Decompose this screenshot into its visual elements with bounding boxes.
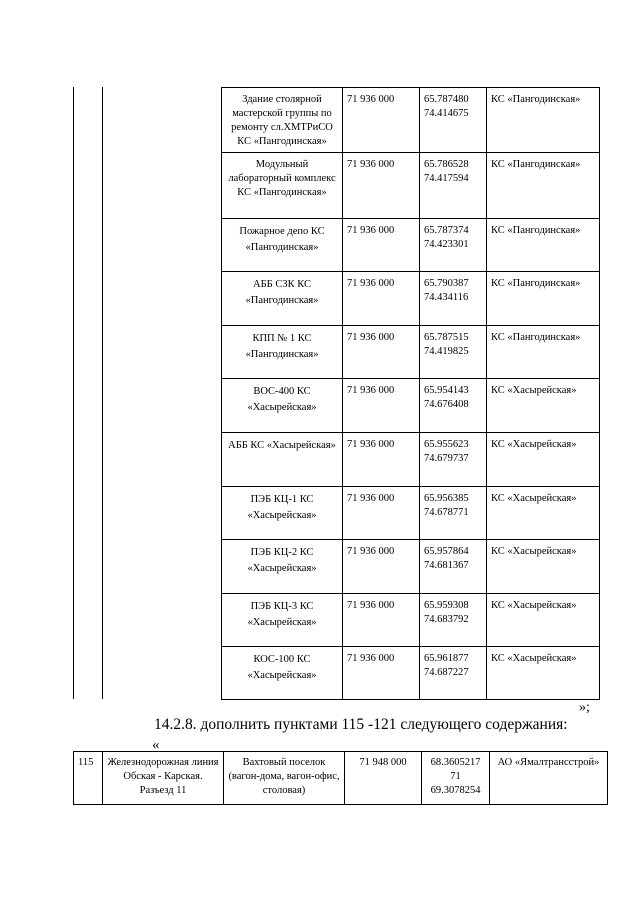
table-row [222,647,600,700]
organization: КС «Пангодинская» [487,219,600,272]
latitude: 65.961877 [424,653,469,664]
latitude: 65.954143 [424,385,469,396]
object-name: Железнодорожная линия Обская - Карская. Разъезд 11 [103,752,224,805]
oktmo-code: 71 936 000 [343,153,420,219]
latitude: 65.786528 [424,159,469,170]
oktmo-code: 71 936 000 [343,647,420,700]
amendment-paragraph: 14.2.8. дополнить пунктами 115 -121 следующего содержания: [154,716,568,733]
latitude: 65.787515 [424,332,469,343]
oktmo-code: 71 936 000 [343,272,420,326]
longitude: 74.419825 [424,346,469,357]
longitude: 74.434116 [424,292,469,303]
object-type: Вахтовый поселок (вагон-дома, вагон-офис, столовая) [224,752,345,805]
table-row [74,752,608,805]
longitude: 74.414675 [424,108,469,119]
longitude: 74.423301 [424,239,469,250]
table-row [222,153,600,219]
latitude-part-1: 68.3605217 [430,757,481,768]
coordinates [420,594,487,647]
longitude: 69.3078254 [430,785,481,796]
organization: КС «Хасырейская» [487,433,600,487]
coordinates [420,153,487,219]
table-row [222,379,600,433]
object-name: КОС-100 КС «Хасырейская» [222,647,343,700]
item-number: 115 [74,752,103,805]
latitude: 65.957864 [424,546,469,557]
organization: КС «Пангодинская» [487,272,600,326]
table-row [222,219,600,272]
coordinates [420,219,487,272]
organization: АО «Ямалтрансстрой» [490,752,608,805]
oktmo-code: 71 936 000 [343,433,420,487]
oktmo-code: 71 936 000 [343,487,420,540]
table-row [222,88,600,153]
table-row [222,594,600,647]
organization: КС «Хасырейская» [487,594,600,647]
longitude: 74.417594 [424,173,469,184]
coordinates [420,379,487,433]
oktmo-code: 71 936 000 [343,326,420,379]
latitude-part-2: 71 [450,771,461,782]
table-row [222,326,600,379]
organization: КС «Хасырейская» [487,379,600,433]
coordinates [420,647,487,700]
longitude: 74.679737 [424,453,469,464]
oktmo-code: 71 936 000 [343,379,420,433]
table-row [222,487,600,540]
longitude: 74.683792 [424,614,469,625]
closing-quote-mark: »; [579,700,590,715]
oktmo-code: 71 936 000 [343,219,420,272]
longitude: 74.687227 [424,667,469,678]
coordinates [420,433,487,487]
table-row [222,433,600,487]
organization: КС «Пангодинская» [487,88,600,153]
latitude: 65.787480 [424,94,469,105]
table-row [222,272,600,326]
table-row [222,540,600,594]
longitude: 74.681367 [424,560,469,571]
object-name: ПЭБ КЦ-3 КС «Хасырейская» [222,594,343,647]
coordinates [420,88,487,153]
object-name: ПЭБ КЦ-2 КС «Хасырейская» [222,540,343,594]
table-left-border-line [73,87,74,699]
opening-quote-mark: « [152,737,160,753]
organization: КС «Пангодинская» [487,153,600,219]
longitude: 74.676408 [424,399,469,410]
object-name: АББ СЗК КС «Пангодинская» [222,272,343,326]
table-column-line [102,87,103,699]
new-items-table [73,751,608,805]
latitude: 65.959308 [424,600,469,611]
coordinates [420,326,487,379]
object-name: Пожарное депо КС «Пангодинская» [222,219,343,272]
objects-table [221,87,600,700]
latitude: 65.790387 [424,278,469,289]
coordinates [422,752,490,805]
object-name: КПП № 1 КС «Пангодинская» [222,326,343,379]
oktmo-code: 71 936 000 [343,594,420,647]
oktmo-code: 71 948 000 [345,752,422,805]
object-name: АББ КС «Хасырейская» [222,433,343,487]
object-name: Модульный лабораторный комплекс КС «Пангодинская» [222,153,343,219]
object-name: Здание столярной мастерской группы по ремонту сл.ХМТРиСО КС «Пангодинская» [222,88,343,153]
oktmo-code: 71 936 000 [343,540,420,594]
oktmo-code: 71 936 000 [343,88,420,153]
latitude: 65.955623 [424,439,469,450]
organization: КС «Пангодинская» [487,326,600,379]
coordinates [420,540,487,594]
organization: КС «Хасырейская» [487,487,600,540]
object-name: ПЭБ КЦ-1 КС «Хасырейская» [222,487,343,540]
latitude: 65.956385 [424,493,469,504]
coordinates [420,272,487,326]
organization: КС «Хасырейская» [487,540,600,594]
organization: КС «Хасырейская» [487,647,600,700]
latitude: 65.787374 [424,225,469,236]
coordinates [420,487,487,540]
object-name: ВОС-400 КС «Хасырейская» [222,379,343,433]
longitude: 74.678771 [424,507,469,518]
